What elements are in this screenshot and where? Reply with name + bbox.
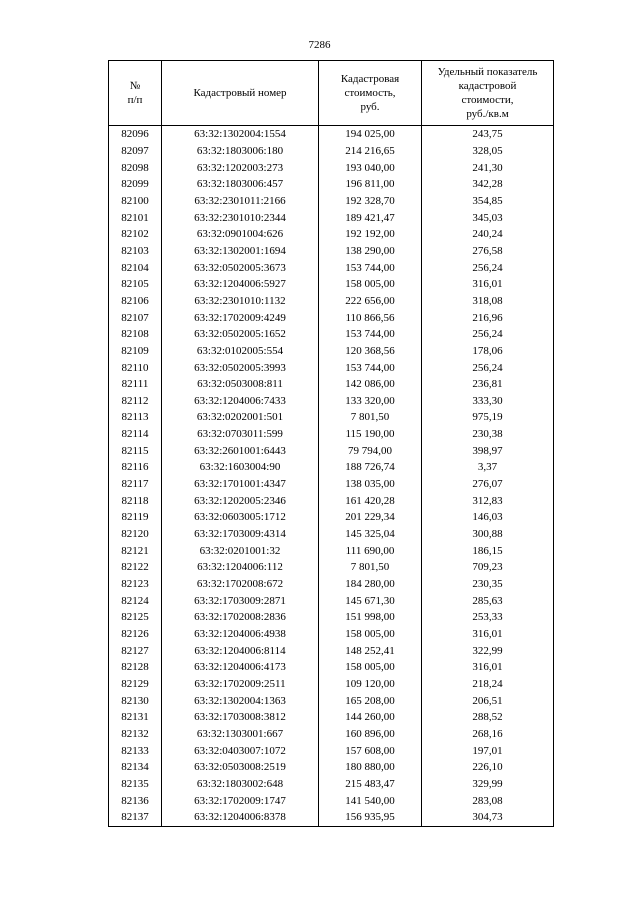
cadastral-value-cell: 145 325,04: [319, 526, 422, 543]
specific-value-cell: 230,35: [422, 576, 554, 593]
cadastral-number-cell: 63:32:1204006:4173: [162, 659, 319, 676]
row-number-cell: 82135: [109, 776, 162, 793]
cadastral-number-cell: 63:32:1202003:273: [162, 159, 319, 176]
row-number-cell: 82122: [109, 559, 162, 576]
cadastral-value-cell: 161 420,28: [319, 492, 422, 509]
cadastral-number-cell: 63:32:1303001:667: [162, 726, 319, 743]
table-row: [109, 359, 554, 376]
cadastral-number-cell: 63:32:0901004:626: [162, 226, 319, 243]
specific-value-cell: 276,58: [422, 243, 554, 260]
specific-value-cell: 276,07: [422, 476, 554, 493]
table-row: [109, 409, 554, 426]
cadastral-value-cell: 184 280,00: [319, 576, 422, 593]
cadastral-value-cell: 138 290,00: [319, 243, 422, 260]
cadastral-value-cell: 144 260,00: [319, 709, 422, 726]
header-line: №: [129, 80, 141, 92]
cadastral-number-cell: 63:32:0403007:1072: [162, 742, 319, 759]
specific-value-cell: 288,52: [422, 709, 554, 726]
row-number-cell: 82120: [109, 526, 162, 543]
cadastral-number-cell: 63:32:1702009:4249: [162, 309, 319, 326]
table-row: [109, 776, 554, 793]
cadastral-number-cell: 63:32:1204006:4938: [162, 626, 319, 643]
row-number-cell: 82096: [109, 126, 162, 143]
table-header-row: [109, 61, 554, 126]
cadastral-number-cell: 63:32:2301010:2344: [162, 209, 319, 226]
specific-value-cell: 218,24: [422, 676, 554, 693]
cadastral-value-cell: 222 656,00: [319, 293, 422, 310]
row-number-cell: 82126: [109, 626, 162, 643]
row-number-cell: 82106: [109, 293, 162, 310]
specific-value-cell: 709,23: [422, 559, 554, 576]
cadastral-value-cell: 201 229,34: [319, 509, 422, 526]
table-row: [109, 792, 554, 809]
row-number-cell: 82125: [109, 609, 162, 626]
header-row-number: [109, 61, 162, 126]
cadastral-value-cell: 110 866,56: [319, 309, 422, 326]
cadastral-value-cell: 153 744,00: [319, 359, 422, 376]
table-row: [109, 176, 554, 193]
cadastral-value-cell: 192 328,70: [319, 193, 422, 210]
row-number-cell: 82100: [109, 193, 162, 210]
cadastral-number-cell: 63:32:1703009:2871: [162, 592, 319, 609]
table-row: [109, 376, 554, 393]
specific-value-cell: 236,81: [422, 376, 554, 393]
table-row: [109, 542, 554, 559]
row-number-cell: 82105: [109, 276, 162, 293]
cadastral-value-cell: 196 811,00: [319, 176, 422, 193]
row-number-cell: 82098: [109, 159, 162, 176]
table-row: [109, 426, 554, 443]
specific-value-cell: 216,96: [422, 309, 554, 326]
cadastral-number-cell: 63:32:1204006:8114: [162, 642, 319, 659]
specific-value-cell: 253,33: [422, 609, 554, 626]
specific-value-cell: 197,01: [422, 742, 554, 759]
table-row: [109, 759, 554, 776]
table-row: [109, 576, 554, 593]
header-line: стоимость,: [344, 87, 396, 99]
table-row: [109, 143, 554, 160]
cadastral-value-cell: 115 190,00: [319, 426, 422, 443]
specific-value-cell: 230,38: [422, 426, 554, 443]
cadastral-value-cell: 215 483,47: [319, 776, 422, 793]
row-number-cell: 82097: [109, 143, 162, 160]
table-row: [109, 259, 554, 276]
specific-value-cell: 304,73: [422, 809, 554, 826]
table-row: [109, 692, 554, 709]
cadastral-number-cell: 63:32:1803002:648: [162, 776, 319, 793]
cadastral-value-cell: 148 252,41: [319, 642, 422, 659]
specific-value-cell: 328,05: [422, 143, 554, 160]
specific-value-cell: 398,97: [422, 442, 554, 459]
cadastral-value-cell: 7 801,50: [319, 409, 422, 426]
cadastral-number-cell: 63:32:1803006:180: [162, 143, 319, 160]
specific-value-cell: 3,37: [422, 459, 554, 476]
cadastral-value-cell: 157 608,00: [319, 742, 422, 759]
cadastral-number-cell: 63:32:1204006:8378: [162, 809, 319, 826]
specific-value-cell: 256,24: [422, 359, 554, 376]
table-row: [109, 276, 554, 293]
cadastral-number-cell: 63:32:2301011:2166: [162, 193, 319, 210]
cadastral-number-cell: 63:32:0202001:501: [162, 409, 319, 426]
header-line: руб.: [360, 101, 380, 113]
table-row: [109, 659, 554, 676]
cadastral-value-cell: 180 880,00: [319, 759, 422, 776]
row-number-cell: 82107: [109, 309, 162, 326]
cadastral-number-cell: 63:32:1701001:4347: [162, 476, 319, 493]
cadastral-value-cell: 192 192,00: [319, 226, 422, 243]
row-number-cell: 82128: [109, 659, 162, 676]
row-number-cell: 82123: [109, 576, 162, 593]
specific-value-cell: 285,63: [422, 592, 554, 609]
cadastral-value-cell: 145 671,30: [319, 592, 422, 609]
page-number: 7286: [308, 39, 331, 51]
table-row: [109, 159, 554, 176]
row-number-cell: 82103: [109, 243, 162, 260]
row-number-cell: 82102: [109, 226, 162, 243]
cadastral-value-cell: 156 935,95: [319, 809, 422, 826]
specific-value-cell: 243,75: [422, 126, 554, 143]
table-body: [109, 126, 554, 827]
cadastral-number-cell: 63:32:1204006:5927: [162, 276, 319, 293]
table-row: [109, 459, 554, 476]
table-row: [109, 592, 554, 609]
cadastral-number-cell: 63:32:0201001:32: [162, 542, 319, 559]
row-number-cell: 82110: [109, 359, 162, 376]
header-line: стоимости,: [461, 94, 514, 106]
cadastral-value-cell: 165 208,00: [319, 692, 422, 709]
row-number-cell: 82104: [109, 259, 162, 276]
specific-value-cell: 322,99: [422, 642, 554, 659]
specific-value-cell: 300,88: [422, 526, 554, 543]
table-row: [109, 676, 554, 693]
cadastral-value-cell: 153 744,00: [319, 326, 422, 343]
row-number-cell: 82112: [109, 393, 162, 410]
table-row: [109, 526, 554, 543]
cadastral-value-cell: 138 035,00: [319, 476, 422, 493]
table-row: [109, 442, 554, 459]
cadastral-value-cell: 188 726,74: [319, 459, 422, 476]
cadastral-value-cell: 141 540,00: [319, 792, 422, 809]
cadastral-number-cell: 63:32:0503008:811: [162, 376, 319, 393]
cadastral-value-cell: 111 690,00: [319, 542, 422, 559]
cadastral-value-cell: 151 998,00: [319, 609, 422, 626]
table-row: [109, 559, 554, 576]
cadastral-number-cell: 63:32:1703009:4314: [162, 526, 319, 543]
specific-value-cell: 256,24: [422, 326, 554, 343]
cadastral-value-cell: 158 005,00: [319, 276, 422, 293]
row-number-cell: 82119: [109, 509, 162, 526]
row-number-cell: 82124: [109, 592, 162, 609]
row-number-cell: 82129: [109, 676, 162, 693]
header-line: кадастровой: [458, 80, 517, 92]
cadastral-number-cell: 63:32:0503008:2519: [162, 759, 319, 776]
cadastral-number-cell: 63:32:1302001:1694: [162, 243, 319, 260]
row-number-cell: 82099: [109, 176, 162, 193]
cadastral-number-cell: 63:32:1302004:1363: [162, 692, 319, 709]
cadastral-number-cell: 63:32:1702009:2511: [162, 676, 319, 693]
table-row: [109, 226, 554, 243]
table-row: [109, 626, 554, 643]
row-number-cell: 82136: [109, 792, 162, 809]
row-number-cell: 82121: [109, 542, 162, 559]
cadastral-value-cell: 214 216,65: [319, 143, 422, 160]
specific-value-cell: 975,19: [422, 409, 554, 426]
cadastral-value-cell: 153 744,00: [319, 259, 422, 276]
cadastral-value-cell: 158 005,00: [319, 659, 422, 676]
cadastral-number-cell: 63:32:2601001:6443: [162, 442, 319, 459]
row-number-cell: 82127: [109, 642, 162, 659]
specific-value-cell: 186,15: [422, 542, 554, 559]
cadastral-value-cell: 7 801,50: [319, 559, 422, 576]
header-cadastral-value: [319, 61, 422, 126]
row-number-cell: 82117: [109, 476, 162, 493]
row-number-cell: 82101: [109, 209, 162, 226]
header-line: Кадастровая: [340, 73, 400, 85]
row-number-cell: 82113: [109, 409, 162, 426]
cadastral-number-cell: 63:32:0502005:3993: [162, 359, 319, 376]
table-row: [109, 309, 554, 326]
table-row: [109, 476, 554, 493]
table-row: [109, 243, 554, 260]
cadastral-value-cell: 109 120,00: [319, 676, 422, 693]
specific-value-cell: 268,16: [422, 726, 554, 743]
specific-value-cell: 342,28: [422, 176, 554, 193]
specific-value-cell: 178,06: [422, 343, 554, 360]
row-number-cell: 82109: [109, 343, 162, 360]
cadastral-number-cell: 63:32:0703011:599: [162, 426, 319, 443]
specific-value-cell: 240,24: [422, 226, 554, 243]
row-number-cell: 82108: [109, 326, 162, 343]
cadastral-number-cell: 63:32:0502005:1652: [162, 326, 319, 343]
specific-value-cell: 241,30: [422, 159, 554, 176]
row-number-cell: 82137: [109, 809, 162, 826]
table-row: [109, 126, 554, 143]
row-number-cell: 82130: [109, 692, 162, 709]
header-line: руб./кв.м: [466, 108, 509, 120]
cadastral-value-cell: 158 005,00: [319, 626, 422, 643]
specific-value-cell: 316,01: [422, 276, 554, 293]
specific-value-cell: 318,08: [422, 293, 554, 310]
table-row: [109, 509, 554, 526]
row-number-cell: 82131: [109, 709, 162, 726]
table-row: [109, 209, 554, 226]
cadastral-number-cell: 63:32:1702009:1747: [162, 792, 319, 809]
table-row: [109, 642, 554, 659]
table-row: [109, 709, 554, 726]
specific-value-cell: 333,30: [422, 393, 554, 410]
table-row: [109, 609, 554, 626]
table-row: [109, 393, 554, 410]
cadastral-value-cell: 160 896,00: [319, 726, 422, 743]
cadastral-number-cell: 63:32:1803006:457: [162, 176, 319, 193]
cadastral-value-cell: 133 320,00: [319, 393, 422, 410]
specific-value-cell: 354,85: [422, 193, 554, 210]
table-row: [109, 492, 554, 509]
specific-value-cell: 316,01: [422, 626, 554, 643]
row-number-cell: 82133: [109, 742, 162, 759]
cadastral-value-cell: 142 086,00: [319, 376, 422, 393]
cadastral-value-cell: 194 025,00: [319, 126, 422, 143]
table-row: [109, 809, 554, 826]
specific-value-cell: 312,83: [422, 492, 554, 509]
header-line: Удельный показатель: [437, 66, 538, 78]
specific-value-cell: 283,08: [422, 792, 554, 809]
cadastral-number-cell: 63:32:1202005:2346: [162, 492, 319, 509]
header-specific-value: [422, 61, 554, 126]
table-row: [109, 193, 554, 210]
specific-value-cell: 226,10: [422, 759, 554, 776]
cadastral-number-cell: 63:32:1603004:90: [162, 459, 319, 476]
cadastral-number-cell: 63:32:1204006:112: [162, 559, 319, 576]
row-number-cell: 82115: [109, 442, 162, 459]
cadastral-number-cell: 63:32:1302004:1554: [162, 126, 319, 143]
row-number-cell: 82111: [109, 376, 162, 393]
cadastral-number-cell: 63:32:2301010:1132: [162, 293, 319, 310]
cadastral-number-cell: 63:32:0603005:1712: [162, 509, 319, 526]
table-row: [109, 293, 554, 310]
cadastral-value-table: [108, 60, 554, 827]
row-number-cell: 82118: [109, 492, 162, 509]
cadastral-number-cell: 63:32:1204006:7433: [162, 393, 319, 410]
table-row: [109, 326, 554, 343]
specific-value-cell: 256,24: [422, 259, 554, 276]
specific-value-cell: 329,99: [422, 776, 554, 793]
row-number-cell: 82134: [109, 759, 162, 776]
table-row: [109, 742, 554, 759]
header-cadastral-number: [162, 61, 319, 126]
cadastral-value-cell: 193 040,00: [319, 159, 422, 176]
table-row: [109, 726, 554, 743]
specific-value-cell: 316,01: [422, 659, 554, 676]
cadastral-value-cell: 189 421,47: [319, 209, 422, 226]
row-number-cell: 82132: [109, 726, 162, 743]
cadastral-number-cell: 63:32:1702008:672: [162, 576, 319, 593]
cadastral-number-cell: 63:32:0502005:3673: [162, 259, 319, 276]
table-row: [109, 343, 554, 360]
specific-value-cell: 345,03: [422, 209, 554, 226]
header-line: Кадастровый номер: [193, 87, 287, 99]
cadastral-number-cell: 63:32:1702008:2836: [162, 609, 319, 626]
specific-value-cell: 206,51: [422, 692, 554, 709]
row-number-cell: 82116: [109, 459, 162, 476]
cadastral-number-cell: 63:32:0102005:554: [162, 343, 319, 360]
header-line: п/п: [127, 94, 143, 106]
row-number-cell: 82114: [109, 426, 162, 443]
cadastral-value-cell: 120 368,56: [319, 343, 422, 360]
specific-value-cell: 146,03: [422, 509, 554, 526]
cadastral-number-cell: 63:32:1703008:3812: [162, 709, 319, 726]
cadastral-value-cell: 79 794,00: [319, 442, 422, 459]
